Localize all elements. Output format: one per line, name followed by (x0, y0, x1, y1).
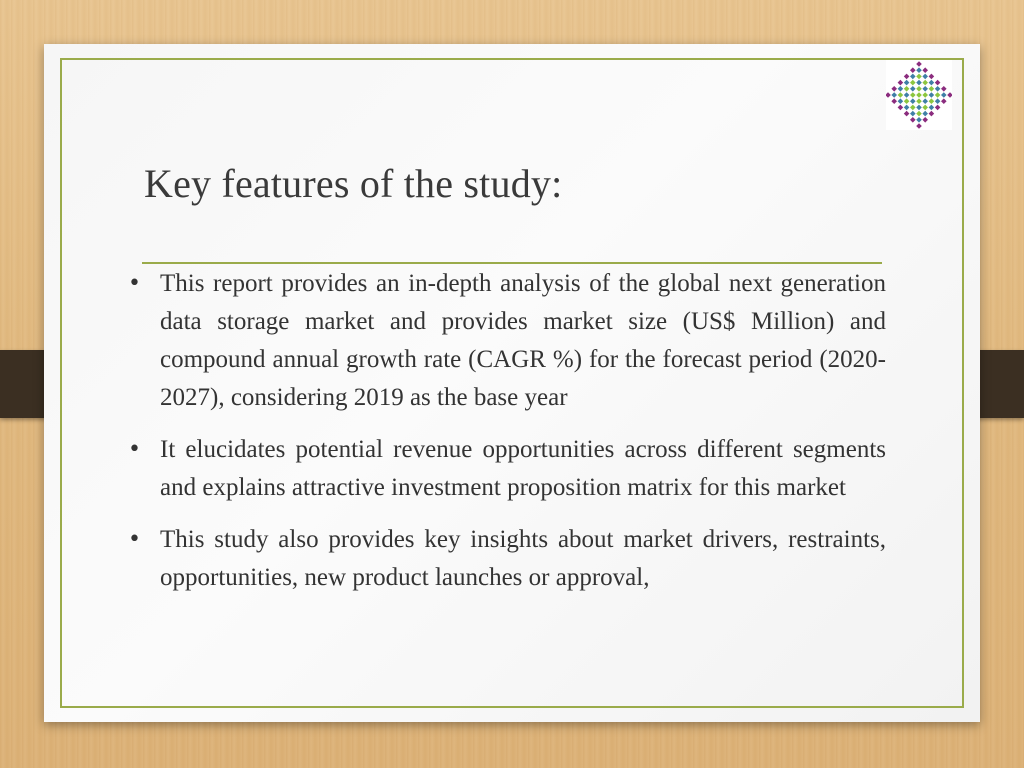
logo-diamond-tile (941, 92, 947, 98)
list-item (126, 431, 886, 507)
bullet-dot-icon: • (128, 527, 141, 552)
logo-diamond-tile (898, 86, 904, 92)
logo-diamond-tile (929, 74, 935, 80)
logo-diamond-tile (916, 123, 922, 129)
logo-diamond-tile (898, 92, 904, 98)
list-item (126, 521, 886, 597)
logo-diamond-tile (922, 80, 928, 86)
logo-diamond-tile (922, 67, 928, 73)
bullet-list (126, 265, 886, 611)
logo-diamond-tile (904, 98, 910, 104)
logo-diamond-tile (916, 61, 922, 67)
logo-diamond-tile (904, 92, 910, 98)
logo-diamond-tile (929, 105, 935, 111)
bullet-text: It elucidates potential revenue opportunities across different segments and explains attractive investment proposition matrix for this market (160, 436, 886, 501)
logo-diamond-tile (904, 74, 910, 80)
logo-diamond-tile (922, 98, 928, 104)
bullet-text: This report provides an in-depth analysis of the global next generation data storage market and provides market size (US$ Million) and compound annual growth rate (CAGR %) for the forecast period (2020-2027), considering 2019 as the base year (160, 270, 886, 411)
logo-diamond-tile (916, 117, 922, 123)
logo-diamond-tile (916, 111, 922, 117)
logo-diamond-tile (910, 86, 916, 92)
logo-diamond-tile (904, 80, 910, 86)
logo-diamond-tile (916, 92, 922, 98)
logo-diamond-tile (922, 74, 928, 80)
logo-diamond-tile (910, 92, 916, 98)
logo-diamond-tile (904, 105, 910, 111)
logo-diamond-tile (910, 105, 916, 111)
logo-diamond-tile (916, 67, 922, 73)
logo-diamond-tile (886, 92, 891, 98)
logo-diamond-tile (898, 80, 904, 86)
bullet-dot-icon: • (128, 271, 141, 296)
diamond-mosaic-logo-icon (886, 60, 952, 130)
logo-diamond-tile (935, 86, 941, 92)
logo-diamond-tile (922, 117, 928, 123)
logo-diamond-tile (941, 98, 947, 104)
logo-diamond-tile (941, 86, 947, 92)
logo-diamond-tile (916, 98, 922, 104)
logo-diamond-tile (935, 98, 941, 104)
logo-diamond-tile (898, 105, 904, 111)
logo-diamond-tile (904, 111, 910, 117)
logo-diamond-tile (910, 111, 916, 117)
logo-diamond-tile (922, 111, 928, 117)
logo-diamond-tile (947, 92, 952, 98)
logo-diamond-tile (929, 80, 935, 86)
logo-diamond-tile (935, 105, 941, 111)
logo-diamond-tile (910, 80, 916, 86)
logo-diamond-tile (922, 105, 928, 111)
logo-diamond-tile (910, 74, 916, 80)
logo-diamond-tile (891, 86, 897, 92)
logo-diamond-tile (891, 92, 897, 98)
logo-diamond-tile (904, 86, 910, 92)
logo-diamond-tile (898, 98, 904, 104)
logo-diamond-tile (922, 92, 928, 98)
logo-diamond-tile (929, 98, 935, 104)
title-underline (142, 262, 882, 264)
logo-diamond-tile (929, 111, 935, 117)
logo-diamond-tile (916, 86, 922, 92)
logo-diamond-tile (910, 67, 916, 73)
logo-diamond-tile (910, 98, 916, 104)
logo-diamond-tile (922, 86, 928, 92)
company-logo (886, 60, 952, 130)
logo-diamond-tile (935, 80, 941, 86)
logo-diamond-tile (929, 86, 935, 92)
list-item (126, 265, 886, 417)
logo-diamond-tile (916, 80, 922, 86)
bullet-text: This study also provides key insights about market drivers, restraints, opportunities, new product launches or approval, (160, 526, 886, 591)
logo-diamond-tile (935, 92, 941, 98)
logo-diamond-tile (916, 105, 922, 111)
logo-diamond-tile (916, 74, 922, 80)
bullet-dot-icon: • (128, 437, 141, 462)
slide-title: Key features of the study: (144, 161, 563, 206)
logo-diamond-tile (929, 92, 935, 98)
logo-diamond-tile (891, 98, 897, 104)
slide-card (44, 44, 980, 722)
logo-diamond-tile (910, 117, 916, 123)
